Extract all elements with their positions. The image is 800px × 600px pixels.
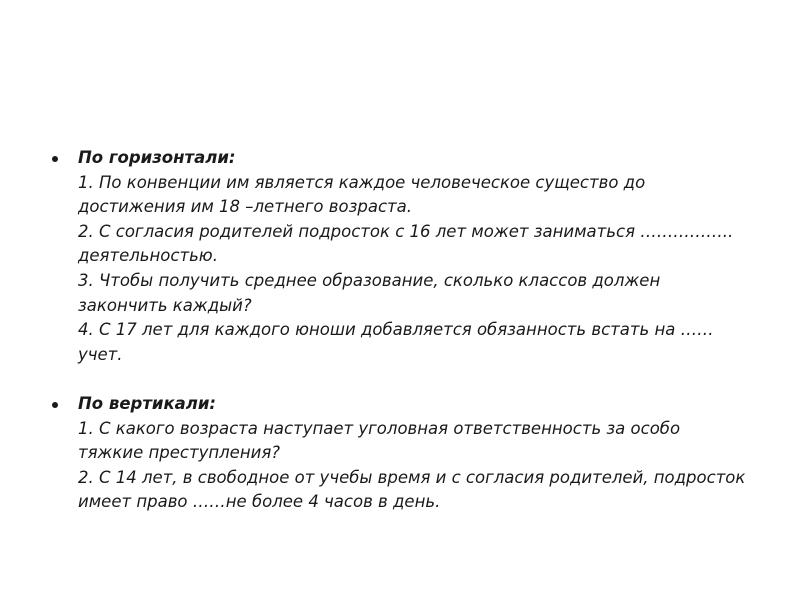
clue-item: 2. С 14 лет, в свободное от учебы время и с согласия родителей, подросток имеет право ……не более 4 часов в день.	[78, 467, 746, 512]
clue-item: 3. Чтобы получить среднее образование, сколько классов должен закончить каждый?	[78, 270, 661, 315]
bullet-icon	[52, 402, 58, 408]
clue-item: 4. С 17 лет для каждого юноши добавляется обязанность встать на …… учет.	[78, 320, 714, 364]
section-horizontal	[48, 146, 748, 367]
section-heading: По горизонтали:	[78, 148, 236, 167]
bullet-icon	[52, 156, 58, 162]
clue-item: 2. С согласия родителей подросток с 16 лет может заниматься …………….. деятельностью.	[78, 221, 734, 266]
section-vertical	[48, 392, 748, 515]
clue-item: 1. С какого возраста наступает уголовная ответственность за особо тяжкие преступления?	[78, 418, 681, 463]
slide-content	[48, 146, 748, 515]
section-heading: По вертикали:	[78, 393, 217, 413]
clue-item: 1. По конвенции им является каждое человеческое существо до достижения им 18 –летнего возраста.	[78, 172, 646, 217]
